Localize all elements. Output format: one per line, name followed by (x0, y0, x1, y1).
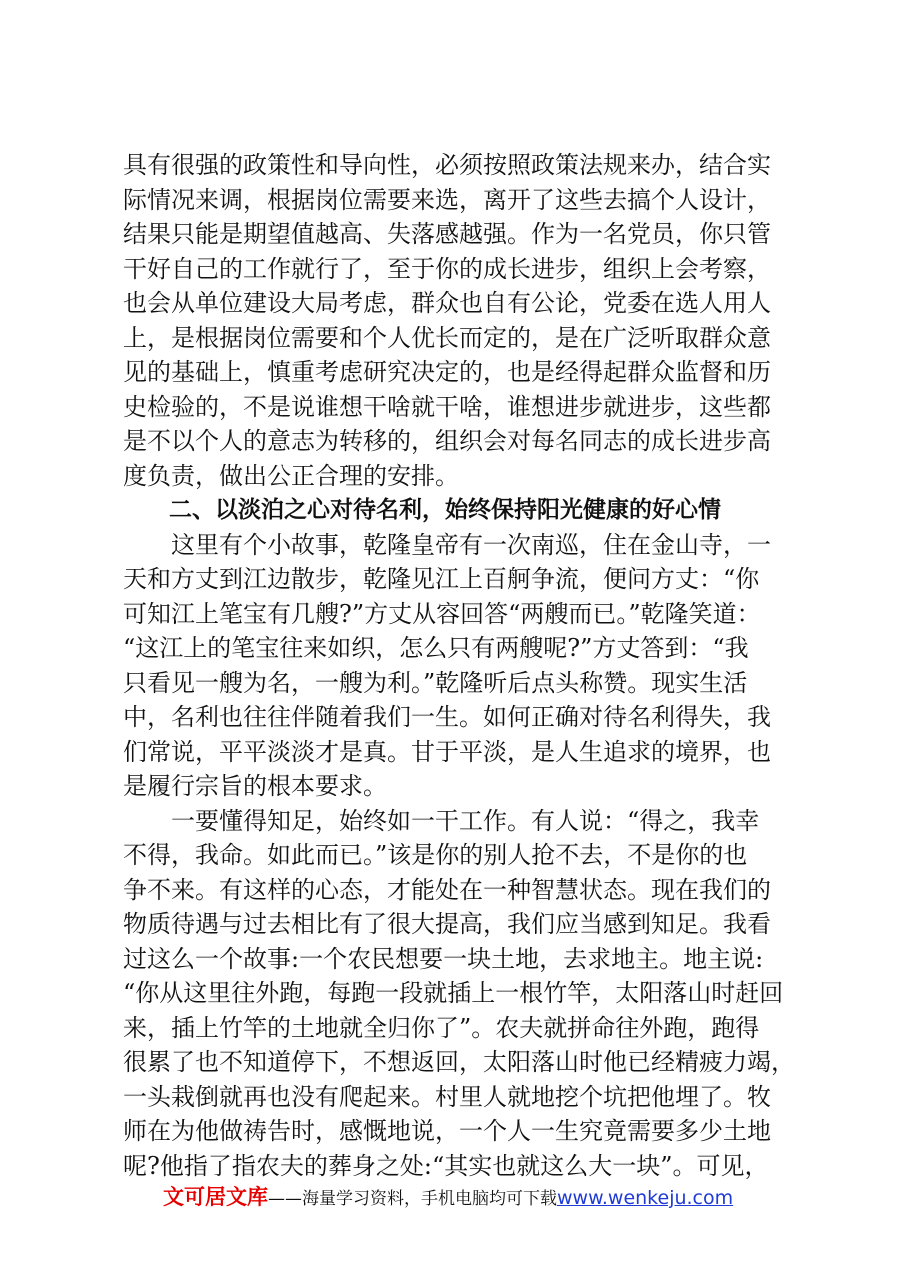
text-line: 们常说，平平淡淡才是真。甘于平淡，是人生追求的境界，也 (123, 737, 771, 766)
text-line: 度负责，做出公正合理的安排。 (123, 461, 459, 490)
text-line: 呢?他指了指农夫的葬身之处:“其实也就这么大一块”。可见， (123, 1151, 769, 1180)
text-line: 来，插上竹竿的土地就全归你了”。农夫就拼命往外跑，跑得 (123, 1013, 760, 1042)
text-line: 一头栽倒就再也没有爬起来。村里人就地挖个坑把他埋了。牧 (123, 1082, 771, 1111)
text-line: 师在为他做祷告时，感慨地说，一个人一生究竟需要多少土地 (123, 1117, 771, 1145)
text-line: 一要懂得知足，始终如一干工作。有人说：“得之，我幸 (123, 806, 760, 835)
text-line: 是履行宗旨的根本要求。 (123, 772, 387, 800)
text-line: 天和方丈到江边散步，乾隆见江上百舸争流，便问方丈：“你 (123, 565, 760, 593)
text-line: 史检验的，不是说谁想干啥就干啥，谁想进步就进步，这些都 (123, 392, 771, 421)
text-line: 中，名利也往往伴随着我们一生。如何正确对待名利得失，我 (123, 703, 771, 731)
text-line: 很累了也不知道停下，不想返回，太阳落山时他已经精疲力竭， (123, 1048, 795, 1076)
footer-banner (163, 1182, 783, 1212)
footer-site-link[interactable]: www.wenkeju.com (557, 1187, 734, 1209)
text-line: 争不来。有这样的心态，才能处在一种智慧状态。现在我们的 (123, 875, 771, 904)
text-line: 上，是根据岗位需要和个人优长而定的，是在广泛听取群众意 (123, 323, 771, 352)
text-line: 际情况来调，根据岗位需要来选，离开了这些去搞个人设计， (123, 185, 771, 214)
text-line: 是不以个人的意志为转移的，组织会对每名同志的成长进步高 (123, 427, 771, 455)
text-line: 结果只能是期望值越高、失落感越强。作为一名党员，你只管 (123, 220, 771, 248)
text-line: 这里有个小故事，乾隆皇帝有一次南巡，住在金山寺，一 (123, 530, 771, 559)
text-line: 物质待遇与过去相比有了很大提高，我们应当感到知足。我看 (123, 910, 771, 938)
footer-brand: 文可居文库 (163, 1185, 268, 1209)
text-line: “这江上的笔宝往来如织，怎么只有两艘呢?”方丈答到：“我 (123, 634, 749, 662)
text-line: 只看见一艘为名，一艘为利。”乾隆听后点头称赞。现实生活 (123, 668, 748, 697)
footer-slogan: ——海量学习资料，手机电脑均可下载 (268, 1189, 557, 1209)
text-line: 干好自己的工作就行了，至于你的成长进步，组织上会考察， (123, 254, 771, 283)
text-line: 过这么一个故事:一个农民想要一块土地，去求地主。地主说: (123, 944, 764, 973)
text-line: 也会从单位建设大局考虑，群众也自有公论，党委在选人用人 (123, 289, 771, 317)
text-line: 见的基础上，慎重考虑研究决定的，也是经得起群众监督和历 (123, 358, 771, 386)
document-body (123, 148, 798, 1183)
text-line: “你从这里往外跑，每跑一段就插上一根竹竿，太阳落山时赶回 (123, 979, 784, 1007)
section-heading: 二、以淡泊之心对待名利，始终保持阳光健康的好心情 (123, 497, 721, 523)
text-line: 可知江上笔宝有几艘?”方丈从容回答“两艘而已。”乾隆笑道： (123, 599, 761, 628)
text-line: 不得，我命。如此而已。”该是你的别人抢不去，不是你的也 (123, 841, 748, 869)
text-line: 具有很强的政策性和导向性，必须按照政策法规来办，结合实 (123, 151, 771, 179)
